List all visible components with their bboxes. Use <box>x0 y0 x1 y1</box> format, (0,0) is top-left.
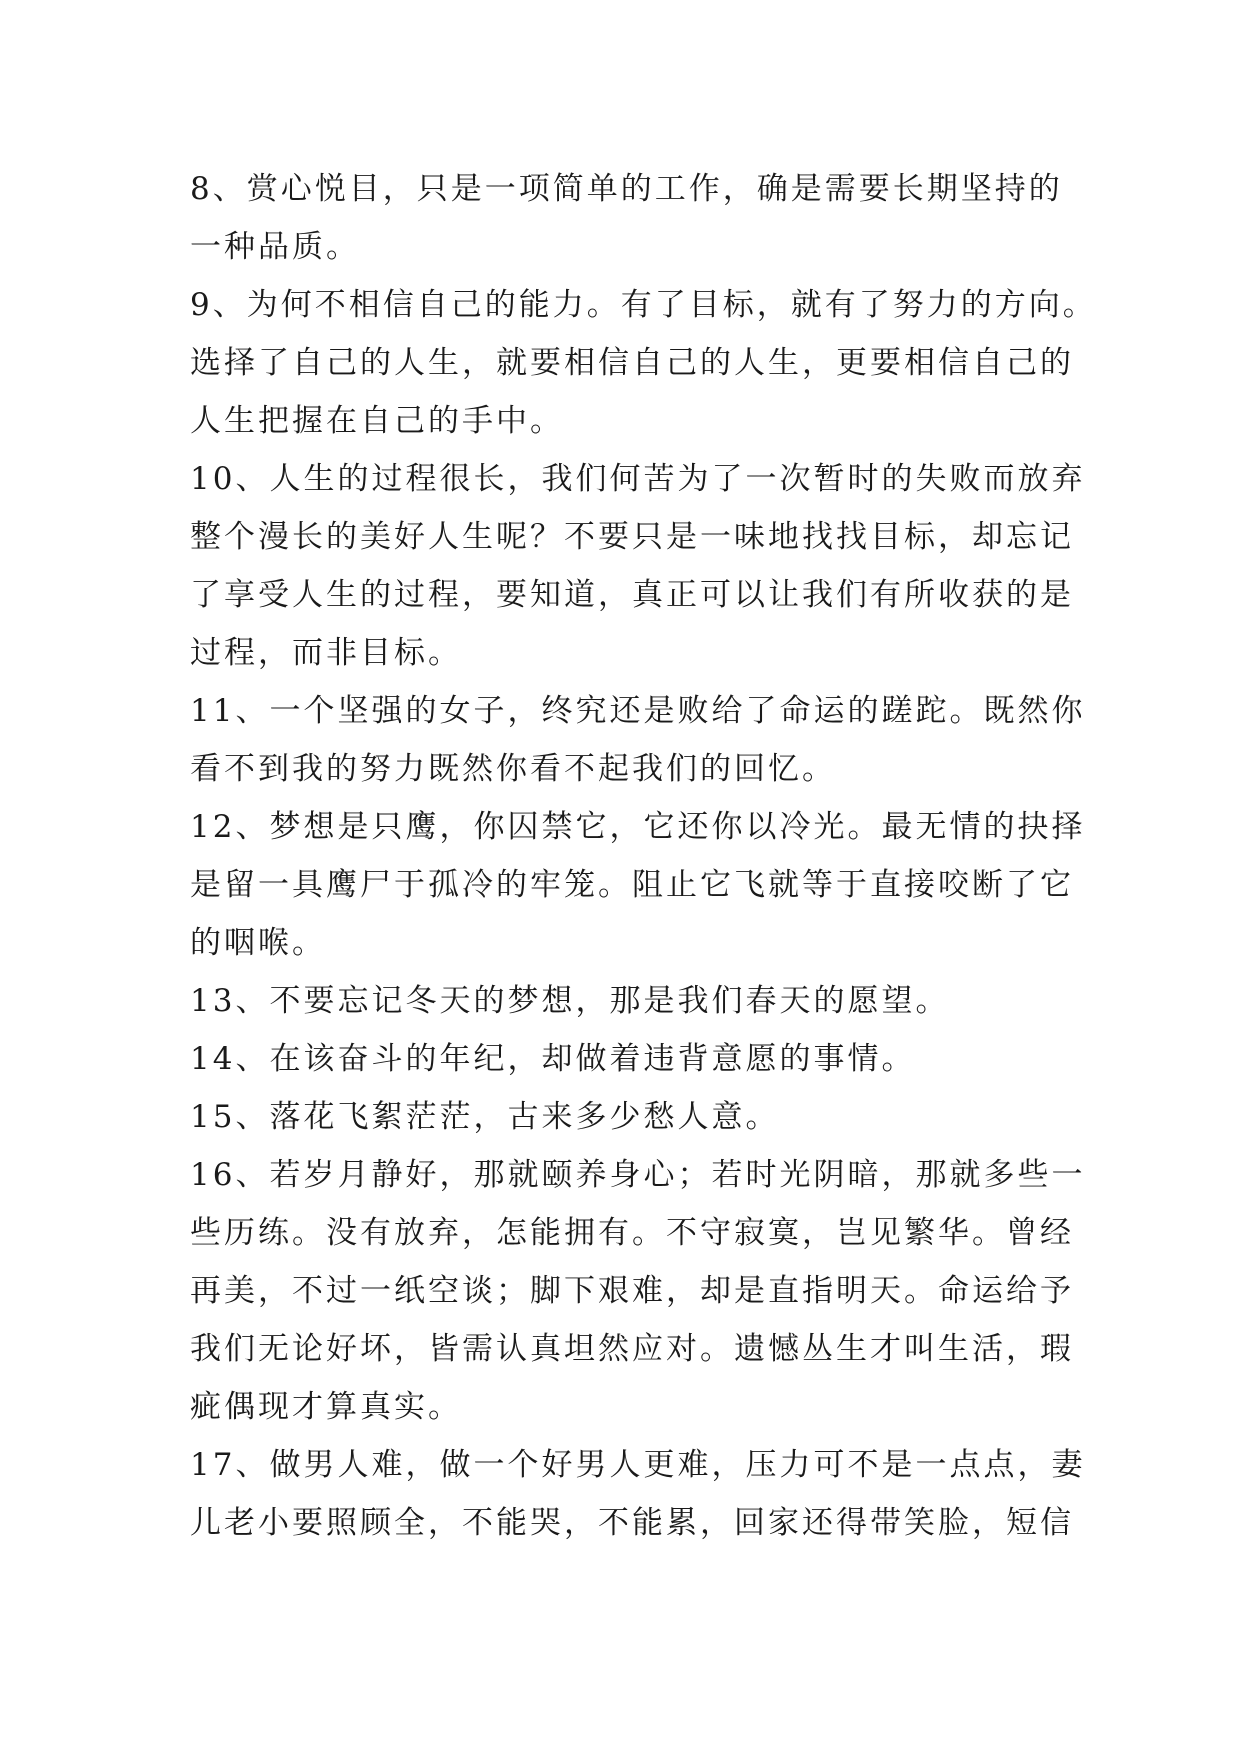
text-line: 人生把握在自己的手中。 <box>190 403 564 439</box>
text-line: 过程，而非目标。 <box>190 635 462 671</box>
text-line: 9、为何不相信自己的能力。有了目标，就有了努力的方向。 <box>190 287 1097 323</box>
text-line: 疵偶现才算真实。 <box>190 1389 462 1425</box>
text-line: 整个漫长的美好人生呢？不要只是一味地找找目标，却忘记 <box>190 519 1074 555</box>
text-line: 8、赏心悦目，只是一项简单的工作，确是需要长期坚持的 <box>190 171 1063 207</box>
text-line: 的咽喉。 <box>190 925 326 961</box>
text-line: 些历练。没有放弃，怎能拥有。不守寂寞，岂见繁华。曾经 <box>190 1215 1074 1251</box>
text-line: 14、在该奋斗的年纪，却做着违背意愿的事情。 <box>190 1041 916 1077</box>
text-line: 15、落花飞絮茫茫，古来多少愁人意。 <box>190 1099 780 1135</box>
text-line: 13、不要忘记冬天的梦想，那是我们春天的愿望。 <box>190 983 950 1019</box>
text-line: 儿老小要照顾全，不能哭，不能累，回家还得带笑脸，短信 <box>190 1505 1074 1541</box>
text-line: 17、做男人难，做一个好男人更难，压力可不是一点点，妻 <box>190 1447 1086 1483</box>
text-line: 一种品质。 <box>190 229 360 265</box>
text-line: 选择了自己的人生，就要相信自己的人生，更要相信自己的 <box>190 345 1074 381</box>
document-body <box>190 160 1097 1552</box>
text-line: 10、人生的过程很长，我们何苦为了一次暂时的失败而放弃 <box>190 461 1086 497</box>
text-line: 我们无论好坏，皆需认真坦然应对。遗憾丛生才叫生活，瑕 <box>190 1331 1074 1367</box>
text-line: 11、一个坚强的女子，终究还是败给了命运的蹉跎。既然你 <box>190 693 1086 729</box>
text-line: 看不到我的努力既然你看不起我们的回忆。 <box>190 751 836 787</box>
text-line: 是留一具鹰尸于孤冷的牢笼。阻止它飞就等于直接咬断了它 <box>190 867 1074 903</box>
text-line: 12、梦想是只鹰，你囚禁它，它还你以冷光。最无情的抉择 <box>190 809 1086 845</box>
text-line: 16、若岁月静好，那就颐养身心；若时光阴暗，那就多些一 <box>190 1157 1086 1193</box>
text-line: 再美，不过一纸空谈；脚下艰难，却是直指明天。命运给予 <box>190 1273 1074 1309</box>
text-line: 了享受人生的过程，要知道，真正可以让我们有所收获的是 <box>190 577 1074 613</box>
